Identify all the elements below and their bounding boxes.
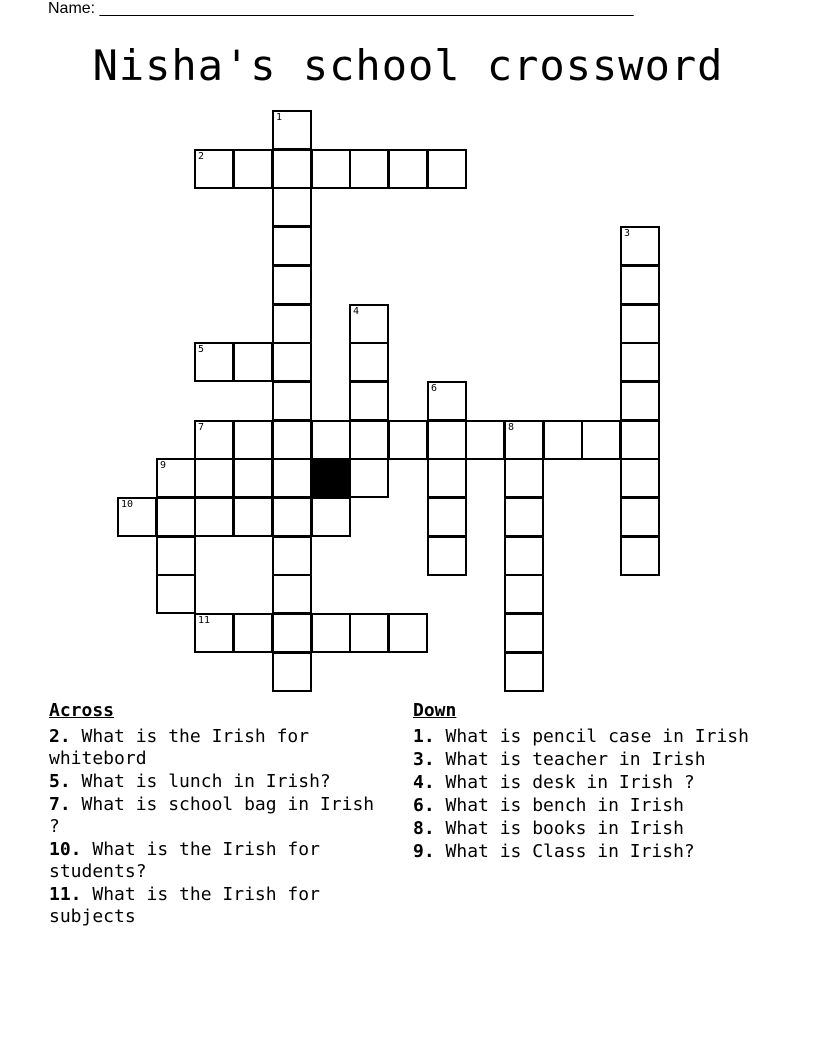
grid-cell[interactable] [272, 497, 312, 537]
grid-cell[interactable] [233, 420, 273, 460]
clue-number: 11 [198, 615, 211, 626]
clue-number: 10 [121, 499, 134, 510]
grid-cell[interactable] [194, 458, 234, 498]
down-clue: 3. What is teacher in Irish [413, 749, 706, 770]
grid-cell[interactable] [272, 110, 312, 150]
puzzle-title: Nisha's school crossword [92, 41, 724, 90]
grid-cell[interactable] [349, 613, 389, 653]
grid-cell[interactable] [272, 420, 312, 460]
grid-cell[interactable] [233, 458, 273, 498]
grid-cell[interactable] [427, 458, 467, 498]
clue-number: 5 [198, 344, 205, 355]
grid-cell[interactable] [620, 342, 660, 382]
grid-cell[interactable] [272, 342, 312, 382]
grid-cell[interactable] [272, 381, 312, 421]
clue-number: 8 [508, 422, 515, 433]
grid-cell[interactable] [504, 497, 544, 537]
grid-cell[interactable] [504, 536, 544, 576]
grid-cell[interactable] [620, 304, 660, 344]
grid-cell[interactable] [427, 149, 467, 189]
grid-block [311, 458, 351, 498]
grid-cell[interactable] [620, 458, 660, 498]
grid-cell[interactable] [117, 497, 157, 537]
grid-cell[interactable] [349, 420, 389, 460]
grid-cell[interactable] [156, 458, 196, 498]
grid-cell[interactable] [427, 420, 467, 460]
grid-cell[interactable] [272, 458, 312, 498]
grid-cell[interactable] [620, 420, 660, 460]
across-clue: 11. What is the Irish for subjects [49, 884, 320, 927]
grid-cell[interactable] [349, 149, 389, 189]
clue-number: 1 [276, 112, 283, 123]
grid-cell[interactable] [349, 458, 389, 498]
grid-cell[interactable] [311, 613, 351, 653]
grid-cell[interactable] [156, 536, 196, 576]
clue-number: 7 [198, 422, 205, 433]
down-clue: 8. What is books in Irish [413, 818, 684, 839]
grid-cell[interactable] [156, 574, 196, 614]
clue-number: 6 [431, 383, 438, 394]
grid-cell[interactable] [233, 613, 273, 653]
grid-cell[interactable] [581, 420, 621, 460]
grid-cell[interactable] [233, 497, 273, 537]
grid-cell[interactable] [388, 613, 428, 653]
grid-cell[interactable] [272, 304, 312, 344]
down-clue: 9. What is Class in Irish? [413, 841, 695, 862]
across-clue: 7. What is school bag in Irish ? [49, 794, 375, 837]
down-clue: 4. What is desk in Irish ? [413, 772, 695, 793]
grid-cell[interactable] [504, 613, 544, 653]
grid-cell[interactable] [504, 458, 544, 498]
grid-cell[interactable] [194, 497, 234, 537]
grid-cell[interactable] [620, 226, 660, 266]
grid-cell[interactable] [272, 187, 312, 227]
clue-number: 3 [624, 228, 631, 239]
grid-cell[interactable] [388, 149, 428, 189]
down-clue: 6. What is bench in Irish [413, 795, 684, 816]
grid-cell[interactable] [427, 497, 467, 537]
clue-number: 4 [353, 306, 360, 317]
grid-cell[interactable] [194, 420, 234, 460]
grid-cell[interactable] [504, 574, 544, 614]
grid-cell[interactable] [194, 149, 234, 189]
grid-cell[interactable] [465, 420, 505, 460]
grid-cell[interactable] [504, 652, 544, 692]
grid-cell[interactable] [620, 497, 660, 537]
down-clue: 1. What is pencil case in Irish [413, 726, 749, 747]
name-field-label: Name: ____________________________________________________________ [48, 0, 634, 17]
down-heading: Down [413, 700, 457, 721]
grid-cell[interactable] [156, 497, 196, 537]
across-heading: Across [49, 700, 115, 721]
across-clue: 10. What is the Irish for students? [49, 839, 320, 882]
grid-cell[interactable] [388, 420, 428, 460]
grid-cell[interactable] [194, 613, 234, 653]
grid-cell[interactable] [272, 149, 312, 189]
grid-cell[interactable] [620, 381, 660, 421]
grid-cell[interactable] [272, 226, 312, 266]
grid-cell[interactable] [349, 342, 389, 382]
across-clues [49, 700, 394, 929]
grid-cell[interactable] [272, 265, 312, 305]
clue-number: 2 [198, 151, 205, 162]
across-clue: 5. What is lunch in Irish? [49, 771, 331, 792]
grid-cell[interactable] [311, 497, 351, 537]
grid-cell[interactable] [272, 613, 312, 653]
grid-cell[interactable] [272, 574, 312, 614]
down-clues [413, 700, 758, 864]
grid-cell[interactable] [349, 304, 389, 344]
grid-cell[interactable] [194, 342, 234, 382]
clue-number: 9 [160, 460, 167, 471]
grid-cell[interactable] [311, 149, 351, 189]
grid-cell[interactable] [233, 342, 273, 382]
grid-cell[interactable] [543, 420, 583, 460]
grid-cell[interactable] [620, 536, 660, 576]
grid-cell[interactable] [427, 381, 467, 421]
grid-cell[interactable] [504, 420, 544, 460]
grid-cell[interactable] [427, 536, 467, 576]
grid-cell[interactable] [272, 652, 312, 692]
grid-cell[interactable] [349, 381, 389, 421]
grid-cell[interactable] [233, 149, 273, 189]
across-clue: 2. What is the Irish for whitebord [49, 726, 310, 769]
grid-cell[interactable] [311, 420, 351, 460]
grid-cell[interactable] [272, 536, 312, 576]
grid-cell[interactable] [620, 265, 660, 305]
